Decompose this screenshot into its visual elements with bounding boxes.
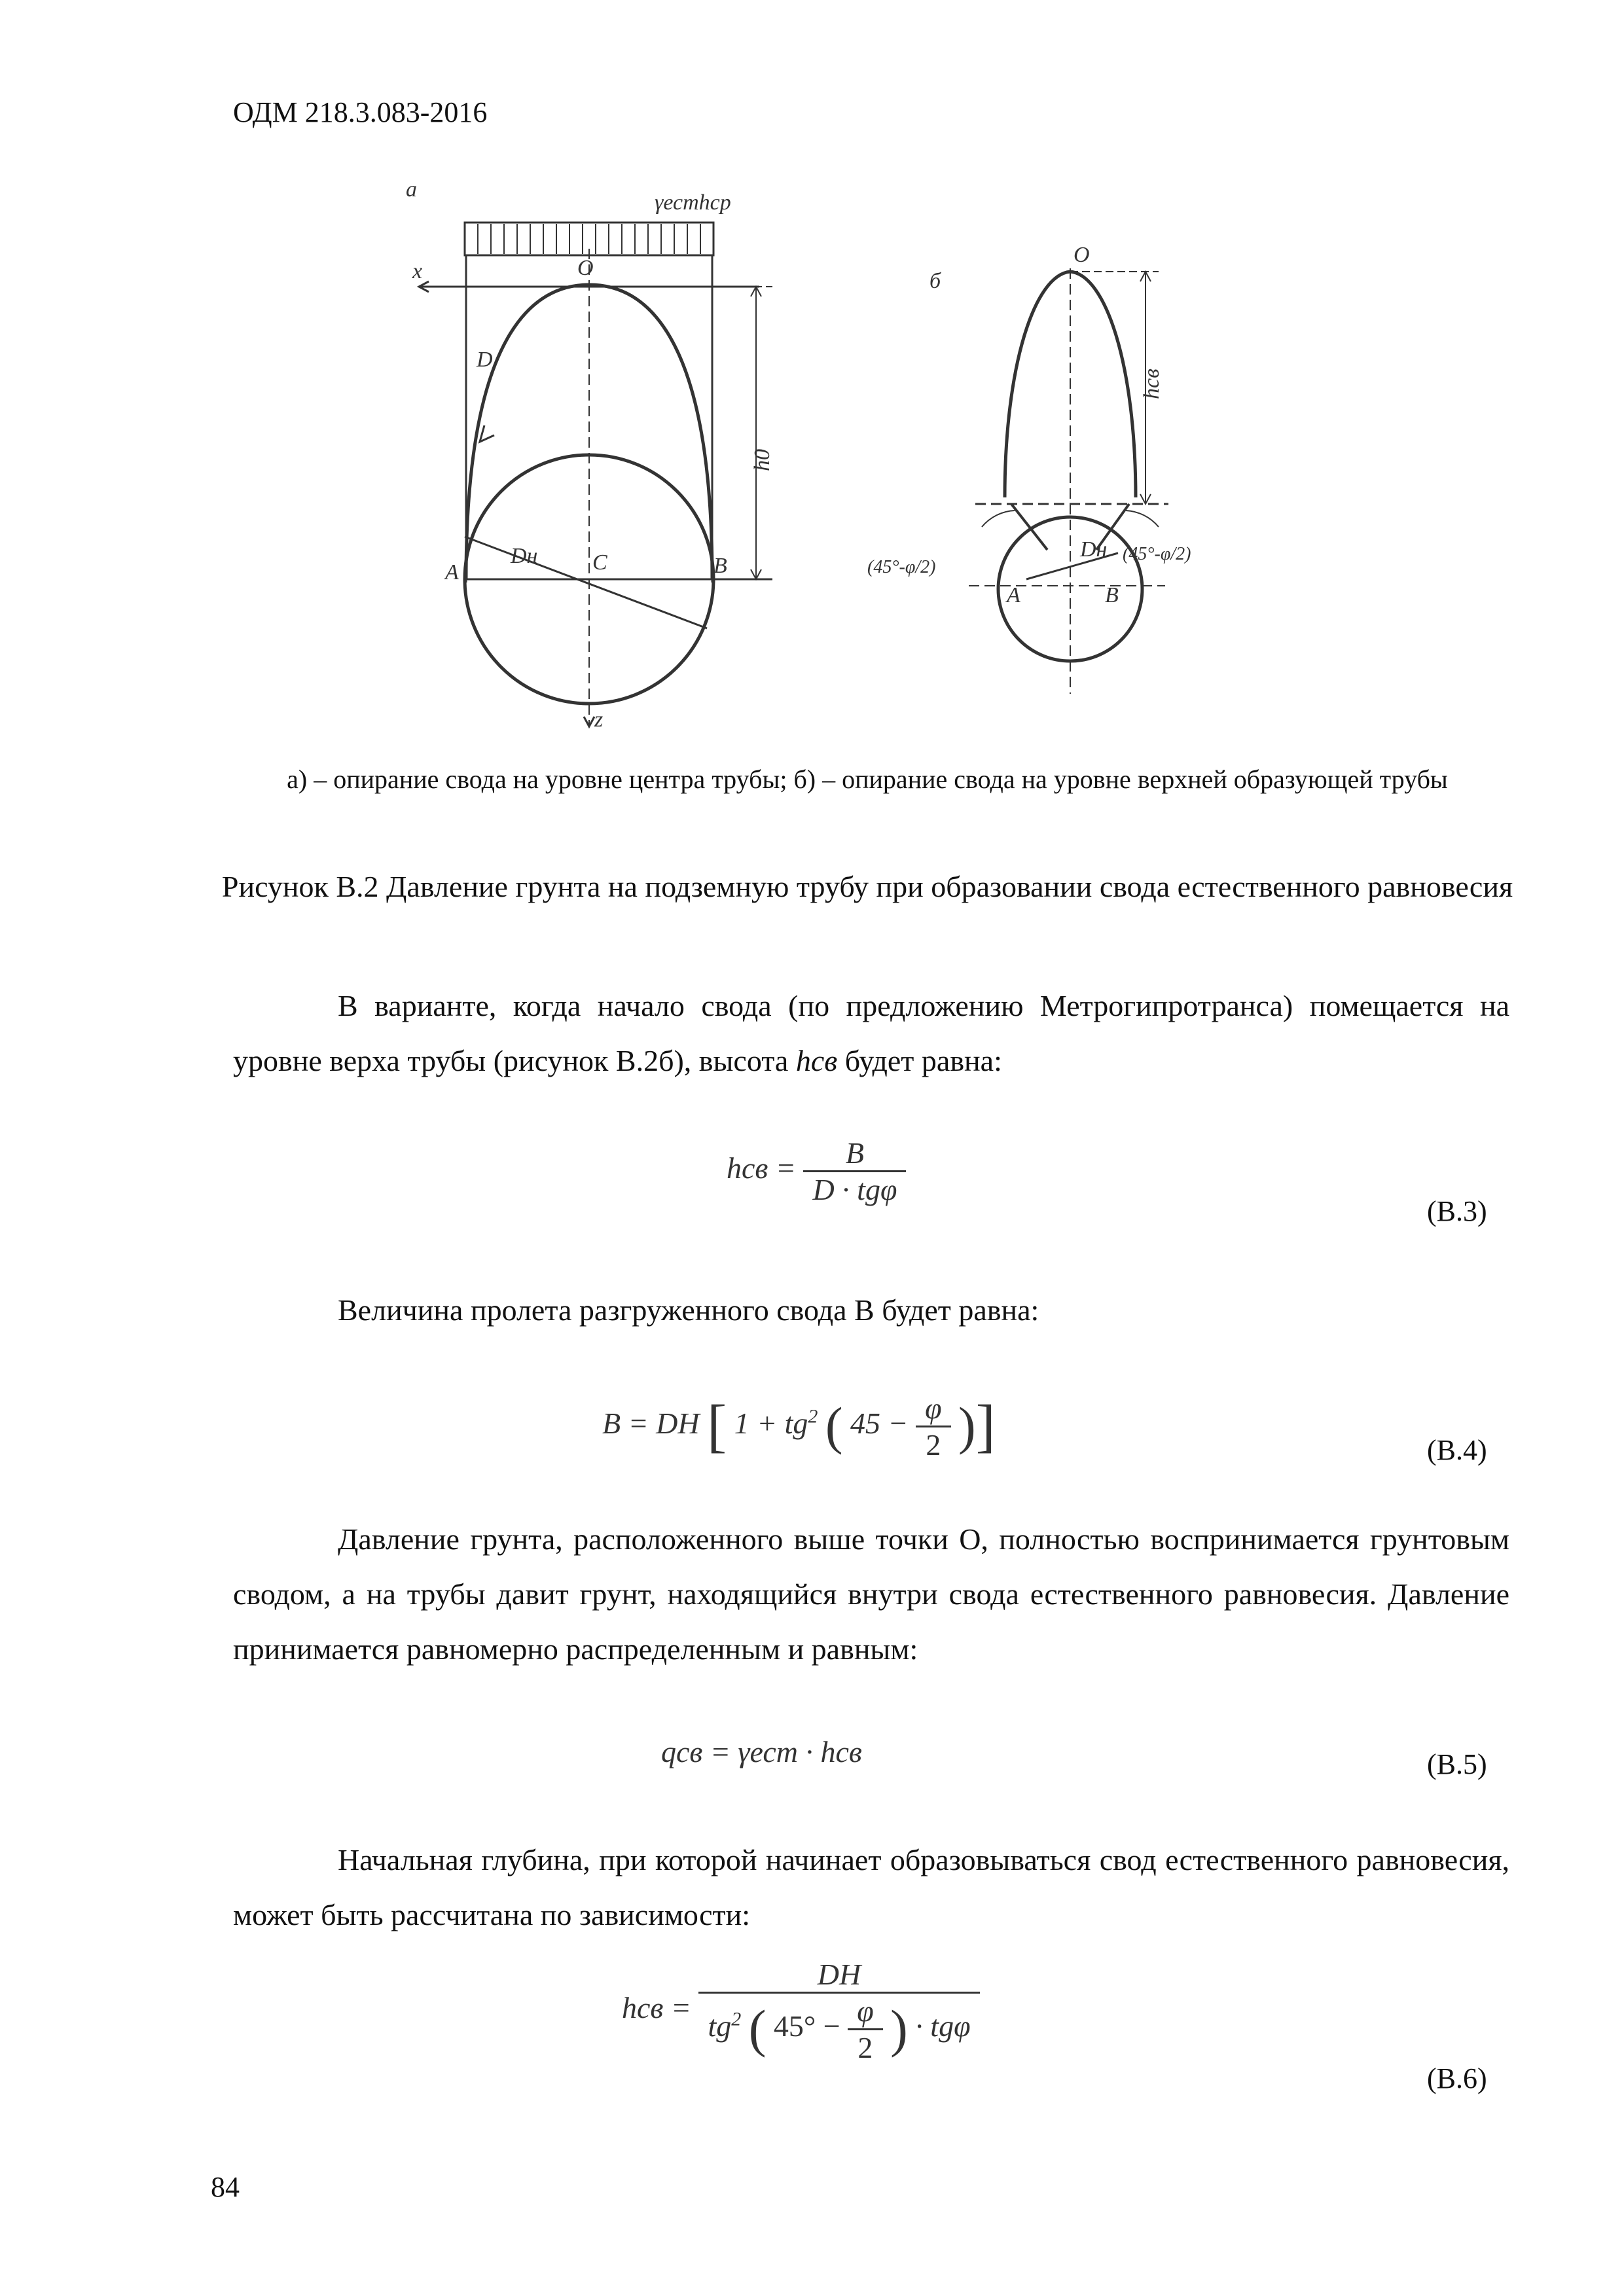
eq-b6-fraction bbox=[698, 1957, 979, 2065]
eq-b4-fraction bbox=[916, 1391, 950, 1462]
paragraph-1-end: будет равна: bbox=[844, 1044, 1002, 1077]
eq-b4-sq: 2 bbox=[808, 1405, 818, 1427]
equation-b4: B = DH [ $1 + tg^2$ ( 45 − $\frac{\varphi}{2}$ )] bbox=[602, 1391, 996, 1462]
eq-b6-inner-fraction bbox=[848, 1994, 882, 2065]
eq-b3-lhs: hсв bbox=[727, 1151, 768, 1185]
eq-b6-two: 2 bbox=[857, 2031, 873, 2064]
equation-b3: hсв = $\frac{B}{\text{D · tgφ}}$ bbox=[727, 1136, 906, 1207]
document-code: ОДМ 218.3.083-2016 bbox=[233, 96, 488, 128]
figure-caption: а) – опирание свода на уровне центра трубы; б) – опирание свода на уровне верхней образующей трубы bbox=[287, 764, 1448, 794]
eq-b3-numerator: B bbox=[803, 1136, 906, 1172]
label-load: γестhср bbox=[655, 190, 731, 215]
paragraph-2: Величина пролета разгруженного свода В будет равна: bbox=[338, 1293, 1039, 1327]
equation-number-b4: (В.4) bbox=[1427, 1434, 1487, 1466]
label-b: б bbox=[929, 269, 941, 293]
label-C: C bbox=[592, 550, 607, 575]
paragraph-1-text: В варианте, когда начало свода (по предложению Метрогипротранса) помещается на уровне верха трубы (рисунок В.2б), высота bbox=[233, 989, 1509, 1077]
label-hsv-fig: hсв bbox=[1140, 368, 1164, 399]
eq-b6-den3: · tgφ bbox=[915, 2009, 971, 2043]
label-x: x bbox=[412, 259, 423, 283]
paragraph-1-var: hсв bbox=[795, 1044, 838, 1077]
label-B-b: B bbox=[1105, 583, 1119, 607]
eq-b3-fraction bbox=[803, 1136, 906, 1207]
label-A-a: A bbox=[445, 560, 459, 584]
eq-b4-body2: 45 − bbox=[850, 1407, 909, 1441]
eq-b3-denominator: D · tgφ bbox=[812, 1173, 897, 1206]
label-D: D bbox=[477, 348, 493, 372]
figure-b2 bbox=[393, 170, 1322, 746]
label-a: а bbox=[406, 177, 417, 202]
label-h0: h0 bbox=[750, 449, 774, 471]
eq-b4-body1: 1 + tg bbox=[734, 1407, 808, 1441]
equation-number-b5: (В.5) bbox=[1427, 1748, 1487, 1780]
paragraph-4: Начальная глубина, при которой начинает образовываться свод естественного равновесия, может быть рассчитана по зависимости: bbox=[233, 1843, 1509, 1931]
label-Dn-b: Dн bbox=[1080, 537, 1108, 562]
eq-b6-den1: tg bbox=[708, 2009, 732, 2043]
eq-b6-numerator: DH bbox=[698, 1957, 979, 1994]
equation-number-b3: (В.3) bbox=[1427, 1195, 1487, 1227]
paragraph-1 bbox=[233, 978, 1509, 1088]
eq-b4-lhs: B = DH bbox=[602, 1407, 700, 1441]
label-Dn-a: Dн bbox=[511, 544, 538, 568]
label-angle-right: (45°-φ/2) bbox=[1123, 544, 1191, 564]
equation-b6: hсв = DH $tg^2$ ( 45° − $\frac{\varphi}{2}$ ) · tgφ bbox=[622, 1957, 980, 2065]
eq-b6-lhs: hсв bbox=[622, 1991, 664, 2025]
label-O-b: O bbox=[1074, 243, 1090, 267]
eq-b4-phi: φ bbox=[916, 1391, 950, 1427]
label-z: z bbox=[594, 708, 604, 732]
label-O-a: O bbox=[577, 256, 594, 280]
equation-b5: qсв = γест · hсв bbox=[661, 1735, 862, 1768]
eq-b6-sq: 2 bbox=[731, 2008, 742, 2030]
label-B-a: B bbox=[713, 554, 727, 578]
label-A-b: A bbox=[1007, 583, 1020, 607]
label-angle-left: (45°-φ/2) bbox=[867, 557, 936, 577]
paragraph-3: Давление грунта, расположенного выше точки О, полностью воспринимается грунтовым сводом, а на трубы давит грунт, находящийся внутри свода естественного равновесия. Давление принимается равномерно распределенным и равным: bbox=[233, 1522, 1509, 1666]
page-number: 84 bbox=[211, 2171, 240, 2203]
equation-number-b6: (В.6) bbox=[1427, 2062, 1487, 2094]
eq-b4-two: 2 bbox=[926, 1428, 941, 1462]
eq-b6-denominator: $tg^2$ ( 45° − $\frac{\varphi}{2}$ ) · tgφ bbox=[708, 1994, 971, 2064]
eq-b6-phi: φ bbox=[848, 1994, 882, 2030]
figure-title: Рисунок В.2 Давление грунта на подземную трубу при образовании свода естественного равновесия bbox=[221, 870, 1513, 903]
eq-b6-den2: 45° − bbox=[773, 2009, 840, 2043]
